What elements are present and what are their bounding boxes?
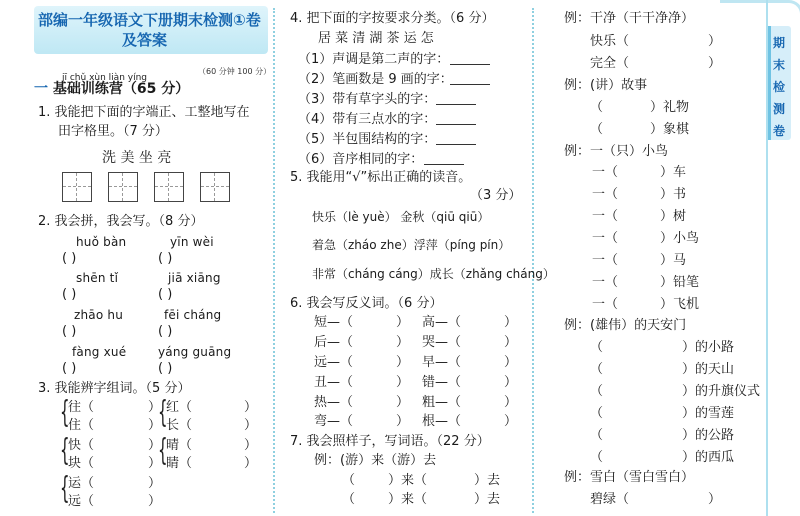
section-heading [34,81,189,97]
q7-open: （ [342,492,356,507]
q1-chars: 洗 美 坐 亮 [102,150,172,166]
q6-word: 粗—（ [422,395,462,410]
q4-item: （2）笔画数是 9 画的字： [298,72,453,87]
section-pinyin: jī chǔ xùn liàn yíng [62,73,147,83]
example: 例：雪白（雪白雪白） [564,470,695,485]
example: 例：干净（干干净净） [564,11,695,26]
q4-chars: 居 菜 清 湖 茶 运 怎 [318,31,434,46]
row-open: 一（ [592,165,619,180]
q3-word: 远（ [68,494,95,509]
row-open: （ [590,122,604,137]
q6-close: ） [396,315,410,330]
q1-title: 1. 我能把下面的字端正、工整地写在 [38,105,250,120]
answer-line[interactable] [436,112,476,125]
q7-title: 7. 我会照样子，写词语。（22 分） [290,434,490,449]
q6-close: ） [396,375,410,390]
q3-word: 住（ [68,418,95,433]
q4-item: （3）带有草字头的字： [298,92,437,107]
q7-end: ）去 [474,492,501,507]
q3-word: 红（ [166,400,193,415]
side-tab-char: 测 [773,102,786,116]
row-tail: ）树 [660,209,687,224]
row-tail: ）小鸟 [660,231,700,246]
row-tail: ）的西瓜 [682,450,735,465]
q3-close: ） [148,418,162,433]
q6-word: 弯—（ [314,414,354,429]
answer-blank[interactable]: ( ) [62,324,77,339]
row-open: 碧绿（ [590,492,630,507]
q3-close: ） [244,400,258,415]
row-open: 一（ [592,187,619,202]
q5-row[interactable]: 非常（cháng cáng）成长（zhǎng cháng） [312,267,555,281]
q7-mid: ）来（ [388,492,428,507]
q6-close: ） [504,414,518,429]
q4-item: （5）半包围结构的字： [298,132,437,147]
q6-close: ） [504,375,518,390]
q4-item: （6）音序相同的字： [298,152,424,167]
side-tab-char: 末 [773,58,786,72]
q6-word: 错—（ [422,375,462,390]
q6-title: 6. 我会写反义词。（6 分） [290,296,443,311]
corner-decoration [720,0,800,23]
q6-word: 高—（ [422,315,462,330]
q3-word: 运（ [68,476,95,491]
row-open: 一（ [592,209,619,224]
pinyin: zhāo hu [74,308,124,322]
q7-open: （ [342,473,356,488]
brace: { [60,395,70,430]
row-open: （ [590,406,604,421]
row-tail: ）飞机 [660,297,700,312]
q3-close: ） [148,400,162,415]
exam-meta: （60 分钟 100 分） [198,67,272,76]
q5-score: （3 分） [470,188,522,203]
q6-word: 短—（ [314,315,354,330]
row-tail: ）礼物 [650,100,690,115]
q5-title: 5. 我能用“√”标出正确的读音。 [290,170,472,185]
pinyin: fàng xué [72,345,127,359]
row-open: （ [590,428,604,443]
q6-word: 热—（ [314,395,354,410]
q3-close: ） [244,418,258,433]
side-tab-char: 卷 [773,124,786,138]
writing-grid[interactable] [108,172,138,202]
q6-word: 哭—（ [422,335,462,350]
pinyin: jiā xiāng [168,271,221,285]
row-tail: ）的小路 [682,340,735,355]
q3-word: 快（ [68,438,95,453]
example: 例：一（只）小鸟 [564,144,669,159]
page-subtitle: 及答案 [122,31,168,49]
q6-close: ） [504,395,518,410]
column-divider [532,8,534,513]
answer-line[interactable] [424,152,464,165]
page-title: 部编一年级语文下册期末检测①卷 [38,11,261,29]
brace: { [60,433,70,468]
pinyin: yáng guāng [158,345,232,359]
row-close: ） [708,34,722,49]
column-divider [273,8,275,513]
row-open: （ [590,362,604,377]
side-tab-char: 期 [773,36,786,50]
q3-word: 晴（ [166,438,193,453]
q2-title: 2. 我会拼，我会写。（8 分） [38,214,204,229]
q6-word: 后—（ [314,335,354,350]
q3-word: 长（ [166,418,193,433]
q3-close: ） [148,476,162,491]
q6-close: ） [504,355,518,370]
q5-row[interactable]: 着急（zháo zhe）浮萍（píng pín） [312,238,511,252]
q7-mid: ）来（ [388,473,428,488]
pinyin: huǒ bàn [76,235,127,249]
row-tail: ）书 [660,187,687,202]
answer-blank[interactable]: ( ) [158,287,173,302]
answer-line[interactable] [436,92,476,105]
answer-blank[interactable]: ( ) [158,251,173,266]
row-open: 快乐（ [590,34,630,49]
q6-close: ） [396,335,410,350]
q3-word: 往（ [68,400,95,415]
section-title: 基础训练营（65 分） [52,81,190,97]
writing-grid[interactable] [154,172,184,202]
brace: { [158,395,168,430]
row-close: ） [708,492,722,507]
q6-word: 根—（ [422,414,462,429]
writing-grid[interactable] [62,172,92,202]
q5-row[interactable]: 快乐（lè yuè） 金秋（qiū qiū） [312,210,490,224]
pinyin: shēn tǐ [76,271,119,285]
brace: { [60,471,70,506]
row-tail: ）象棋 [650,122,690,137]
q4-item: （1）声调是第二声的字： [298,52,450,67]
pinyin: fēi cháng [164,308,222,322]
row-open: 一（ [592,231,619,246]
answer-blank[interactable]: ( ) [62,287,77,302]
row-tail: ）的天山 [682,362,735,377]
q6-word: 丑—（ [314,375,354,390]
answer-line[interactable] [450,52,490,65]
q3-close: ） [148,494,162,509]
row-tail: ）车 [660,165,687,180]
row-tail: ）的升旗仪式 [682,384,761,399]
answer-blank[interactable]: ( ) [158,324,173,339]
q1-title-cont: 田字格里。（7 分） [58,124,168,139]
answer-line[interactable] [436,132,476,145]
q6-close: ） [396,395,410,410]
row-open: 完全（ [590,56,630,71]
row-open: （ [590,450,604,465]
section-number: 一 [34,81,48,97]
q6-word: 早—（ [422,355,462,370]
q3-close: ） [148,456,162,471]
writing-grid[interactable] [200,172,230,202]
answer-blank[interactable]: ( ) [62,251,77,266]
pinyin: yīn wèi [170,235,214,249]
q3-title: 3. 我能辨字组词。（5 分） [38,381,191,396]
q7-end: ）去 [474,473,501,488]
example: 例：(讲）故事 [564,78,648,93]
row-close: ） [708,56,722,71]
answer-line[interactable] [450,72,490,85]
q3-word: 睛（ [166,456,193,471]
row-open: 一（ [592,275,619,290]
row-tail: ）的公路 [682,428,735,443]
q6-close: ） [396,414,410,429]
q6-word: 远—（ [314,355,354,370]
q3-word: 块（ [68,456,95,471]
row-open: 一（ [592,253,619,268]
answer-blank[interactable]: ( ) [62,361,77,376]
row-open: （ [590,384,604,399]
q6-close: ） [504,335,518,350]
q3-close: ） [244,456,258,471]
q6-close: ） [504,315,518,330]
q3-close: ） [148,438,162,453]
brace: { [158,433,168,468]
q4-title: 4. 把下面的字按要求分类。（6 分） [290,11,495,26]
q7-example: 例：(游）来（游）去 [314,453,437,468]
example: 例：(雄伟）的天安门 [564,318,687,333]
q3-close: ） [244,438,258,453]
row-open: （ [590,340,604,355]
row-tail: ）的雪莲 [682,406,735,421]
row-open: （ [590,100,604,115]
row-tail: ）马 [660,253,687,268]
q6-close: ） [396,355,410,370]
row-tail: ）铅笔 [660,275,700,290]
answer-blank[interactable]: ( ) [158,361,173,376]
row-open: 一（ [592,297,619,312]
q4-item: （4）带有三点水的字： [298,112,437,127]
side-tab-char: 检 [773,80,786,94]
